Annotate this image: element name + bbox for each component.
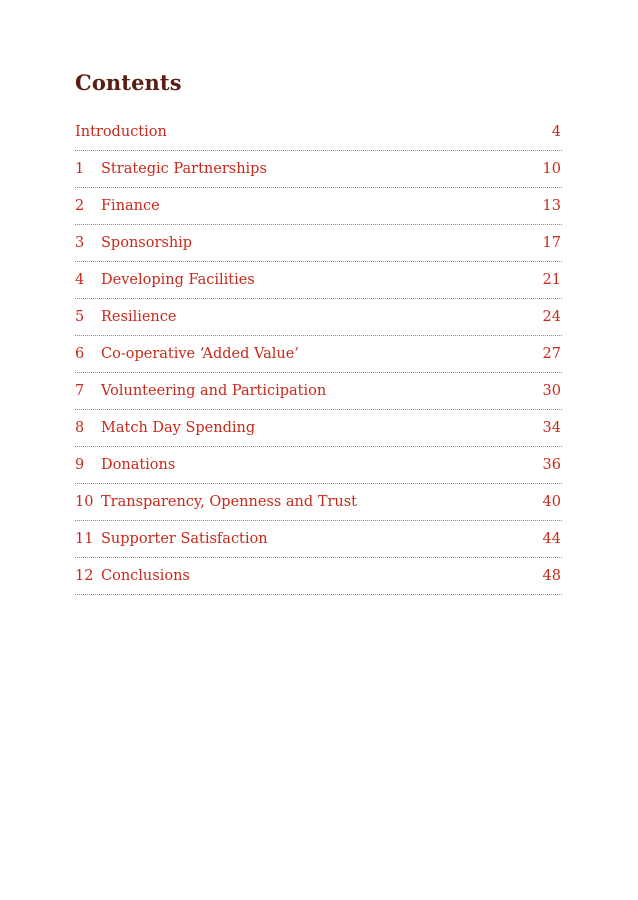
toc-entry-page-number: 4 (551, 124, 561, 140)
toc-entry[interactable] (75, 336, 562, 373)
toc-entry-label: Finance (101, 198, 160, 214)
toc-entry-label: Transparency, Openness and Trust (101, 494, 357, 510)
toc-entry[interactable] (75, 373, 562, 410)
toc-entry-page-number: 44 (542, 531, 561, 547)
toc-entry[interactable] (75, 558, 562, 595)
toc-entry[interactable] (75, 484, 562, 521)
toc-entry-label: Sponsorship (101, 235, 193, 251)
toc-entry-number: 8 (75, 420, 85, 436)
toc-entry-page-number: 17 (542, 235, 561, 251)
toc-entry[interactable] (75, 151, 562, 188)
toc-entry-label: Supporter Satisfaction (101, 531, 268, 547)
toc-entry-page-number: 48 (542, 568, 561, 584)
toc-entry-number: 1 (75, 161, 85, 177)
toc-entry-page-number: 34 (542, 420, 561, 436)
toc-entry[interactable] (75, 114, 562, 151)
toc-entry-label: Strategic Partnerships (101, 161, 267, 177)
toc-entry-number: 10 (75, 494, 94, 510)
toc-entry-label: Volunteering and Participation (101, 383, 327, 399)
toc-entry[interactable] (75, 188, 562, 225)
toc-entry-label: Developing Facilities (101, 272, 255, 288)
toc-entry[interactable] (75, 299, 562, 336)
toc-entry-page-number: 30 (542, 383, 561, 399)
toc-entry-page-number: 21 (542, 272, 561, 288)
toc-entry-label: Co-operative ‘Added Value’ (101, 346, 299, 362)
toc-entry-label: Conclusions (101, 568, 190, 584)
toc-entry[interactable] (75, 410, 562, 447)
toc-entry-page-number: 13 (542, 198, 561, 214)
toc-entry-number: 7 (75, 383, 85, 399)
page-title: Contents (75, 70, 182, 95)
toc-entry-number: 12 (75, 568, 94, 584)
toc-entry-page-number: 24 (542, 309, 561, 325)
toc-entry-number: 11 (75, 531, 94, 547)
toc-entry-page-number: 10 (542, 161, 561, 177)
toc-entry-label: Donations (101, 457, 176, 473)
toc-entry[interactable] (75, 521, 562, 558)
toc-entry-label: Introduction (75, 124, 167, 140)
toc-entry-page-number: 36 (542, 457, 561, 473)
toc-entry-number: 6 (75, 346, 85, 362)
toc-entry-page-number: 27 (542, 346, 561, 362)
toc-entry-number: 3 (75, 235, 85, 251)
toc-entry-number: 2 (75, 198, 85, 214)
toc-entry-label: Resilience (101, 309, 177, 325)
toc-entry-number: 5 (75, 309, 85, 325)
toc-entry-number: 4 (75, 272, 85, 288)
toc-entry-label: Match Day Spending (101, 420, 256, 436)
toc-entry[interactable] (75, 225, 562, 262)
toc-list (75, 114, 562, 595)
toc-entry[interactable] (75, 447, 562, 484)
toc-entry[interactable] (75, 262, 562, 299)
toc-entry-number: 9 (75, 457, 85, 473)
toc-entry-page-number: 40 (542, 494, 561, 510)
